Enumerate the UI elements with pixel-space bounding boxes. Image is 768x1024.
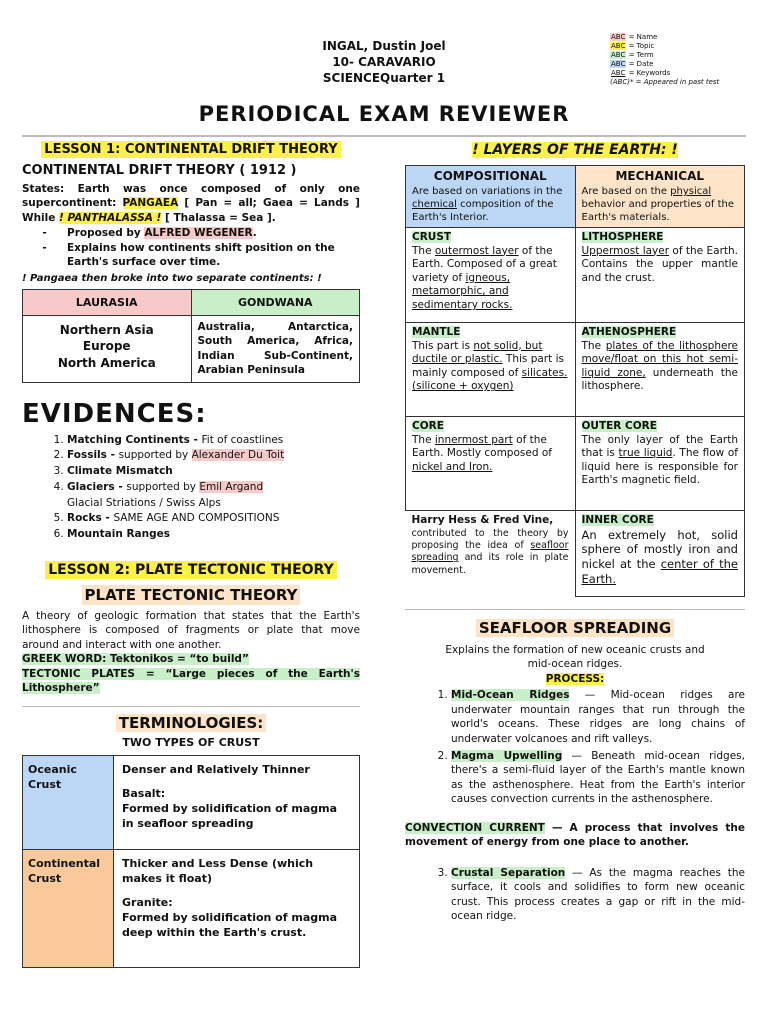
lithosphere-cell: LITHOSPHERE Uppermost layer of the Earth. Contains the upper mantle and the crust. bbox=[575, 227, 745, 322]
list-item: 3. Climate Mismatch bbox=[67, 464, 360, 480]
seafloor-heading: SEAFLOOR SPREADING bbox=[405, 618, 745, 639]
core-cell: CORE The innermost part of the Earth. Mostly composed of nickel and Iron. bbox=[406, 416, 576, 510]
lesson2-definition: A theory of geologic formation that states that the Earth's lithosphere is composed of fragments or plate that move around and interact with one another. bbox=[22, 609, 360, 651]
terminologies-heading: TERMINOLOGIES: bbox=[22, 713, 360, 734]
tectonic-plates-def: TECTONIC PLATES = “Large pieces of the Earth's Lithosphere” bbox=[22, 667, 360, 695]
list-item: 2. Fossils - supported by Alexander Du Toit bbox=[67, 448, 360, 464]
layers-table bbox=[405, 165, 745, 597]
inner-core-cell: INNER CORE An extremely hot, solid sphere of mostly iron and nickel at the center of the Earth. bbox=[575, 510, 745, 596]
legend-past-test: (ABC)* = Appeared in past test bbox=[610, 77, 720, 86]
oceanic-crust-desc: Denser and Relatively Thinner Basalt: Formed by solidification of magma in seafloor spreading bbox=[114, 755, 360, 849]
continental-crust-label: Continental Crust bbox=[23, 849, 114, 967]
list-item: 2. Magma Upwelling — Beneath mid-ocean ridges, there's a semi-fluid layer of the Earth's mantle known as the asthenosphere. Heat from the Earth's interior causes convection currents in the asthenosphere. bbox=[451, 749, 745, 807]
gondwana-cell: Australia, Antarctica, South America, Africa, Indian Sub-Continent, Arabian Peninsula bbox=[191, 315, 360, 382]
legend-item: ABC = Date bbox=[611, 59, 654, 68]
legend-item: ABC = Name bbox=[611, 33, 658, 41]
greek-word: GREEK WORD: Tektonikos = “to build” bbox=[22, 653, 249, 666]
seafloor-intro: Explains the formation of new oceanic crusts and mid-ocean ridges. bbox=[445, 643, 705, 671]
color-legend bbox=[610, 33, 719, 87]
evidences-heading: EVIDENCES: bbox=[22, 398, 207, 429]
divider bbox=[22, 706, 360, 707]
continents-table bbox=[22, 289, 360, 383]
convection-current-def: CONVECTION CURRENT — A process that involves the movement of energy from one place to another. bbox=[405, 821, 745, 849]
process-label: PROCESS: bbox=[545, 672, 605, 685]
laurasia-header: LAURASIA bbox=[23, 289, 192, 315]
list-item: 1. Matching Continents - Fit of coastlines bbox=[67, 433, 360, 449]
legend-item: ABC = Term bbox=[611, 50, 654, 59]
crust-table bbox=[22, 755, 360, 968]
lesson1-states: States: Earth was once composed of only one supercontinent: PANGAEA [ Pan = all; Gaea = Lands ] While ! PANTHALASSA ! [ Thalassa = Sea ]. bbox=[22, 182, 360, 224]
crust-types-sub: TWO TYPES OF CRUST bbox=[122, 736, 260, 750]
page-title: PERIODICAL EXAM REVIEWER bbox=[198, 102, 570, 126]
lesson2-subheading: PLATE TECTONIC THEORY bbox=[22, 585, 360, 606]
layers-heading: ! LAYERS OF THE EARTH: ! bbox=[472, 142, 678, 158]
list-item: 1. Mid-Ocean Ridges — Mid-ocean ridges are underwater mountain ranges that run through the world's oceans. These ridges are long chains of underwater volcanoes and rift valleys. bbox=[451, 688, 745, 746]
laurasia-cell: Northern Asia Europe North America bbox=[23, 315, 192, 382]
oceanic-crust-label: Oceanic Crust bbox=[23, 755, 114, 849]
gondwana-header: GONDWANA bbox=[191, 289, 360, 315]
list-item: 4. Glaciers - supported by Emil Argand Glacial Striations / Swiss Alps bbox=[67, 480, 360, 512]
legend-item: ABC = Topic bbox=[611, 41, 655, 50]
compositional-cell: COMPOSITIONAL Are based on variations in the chemical composition of the Earth's Interior. bbox=[406, 166, 576, 228]
mechanical-cell: MECHANICAL Are based on the physical behavior and properties of the Earth's materials. bbox=[575, 166, 745, 228]
lesson2-heading: LESSON 2: PLATE TECTONIC THEORY bbox=[22, 561, 360, 580]
outer-core-cell: OUTER CORE The only layer of the Earth that is true liquid. The flow of liquid here is responsible for Earth's magnetic field. bbox=[575, 416, 745, 510]
lesson1-bullet: - Explains how continents shift position on the Earth's surface over time. bbox=[42, 241, 335, 269]
crust-cell: CRUST The outermost layer of the Earth. Composed of a great variety of igneous, metamorphic, and sedimentary rocks. bbox=[406, 227, 576, 322]
process-list bbox=[405, 688, 745, 807]
student-section: 10- CARAVARIO bbox=[332, 55, 436, 70]
lesson1-subheading: CONTINENTAL DRIFT THEORY ( 1912 ) bbox=[22, 162, 297, 178]
lesson1-bullet: - Proposed by ALFRED WEGENER. bbox=[42, 227, 257, 240]
continental-crust-desc: Thicker and Less Dense (which makes it float) Granite: Formed by solidification of magma deep within the Earth's crust. bbox=[114, 849, 360, 967]
left-column bbox=[22, 141, 360, 968]
evidences-list bbox=[22, 433, 360, 543]
list-item: 3. Crustal Separation — As the magma reaches the surface, it cools and solidifies to form new oceanic crust. This process creates a gap or rift in the mid-ocean ridge. bbox=[451, 866, 745, 924]
asthenosphere-cell: ATHENOSPHERE The plates of the lithosphere move/float on this hot semi-liquid zone, underneath the lithosphere. bbox=[575, 322, 745, 416]
pangaea-broke-note: ! Pangaea then broke into two separate continents: ! bbox=[22, 272, 322, 284]
legend-item: ABC = Keywords bbox=[611, 68, 671, 77]
divider bbox=[405, 609, 745, 610]
hess-vine-cell: Harry Hess & Fred Vine, contributed to the theory by proposing the idea of seafloor spreading and its role in plate movement. bbox=[406, 510, 576, 596]
process-list bbox=[405, 866, 745, 924]
list-item: 5. Rocks - SAME AGE AND COMPOSITIONS bbox=[67, 511, 360, 527]
list-item: 6. Mountain Ranges bbox=[67, 527, 360, 543]
subject-quarter: SCIENCEQuarter 1 bbox=[322, 71, 446, 86]
student-name: INGAL, Dustin Joel bbox=[322, 39, 446, 53]
title-divider bbox=[22, 135, 746, 137]
lesson1-heading: LESSON 1: CONTINENTAL DRIFT THEORY bbox=[22, 141, 360, 159]
process-steps bbox=[405, 688, 745, 924]
right-column bbox=[405, 141, 745, 927]
mantle-cell: MANTLE This part is not solid, but ductile or plastic. This part is mainly composed of silicates. (silicone + oxygen) bbox=[406, 322, 576, 416]
